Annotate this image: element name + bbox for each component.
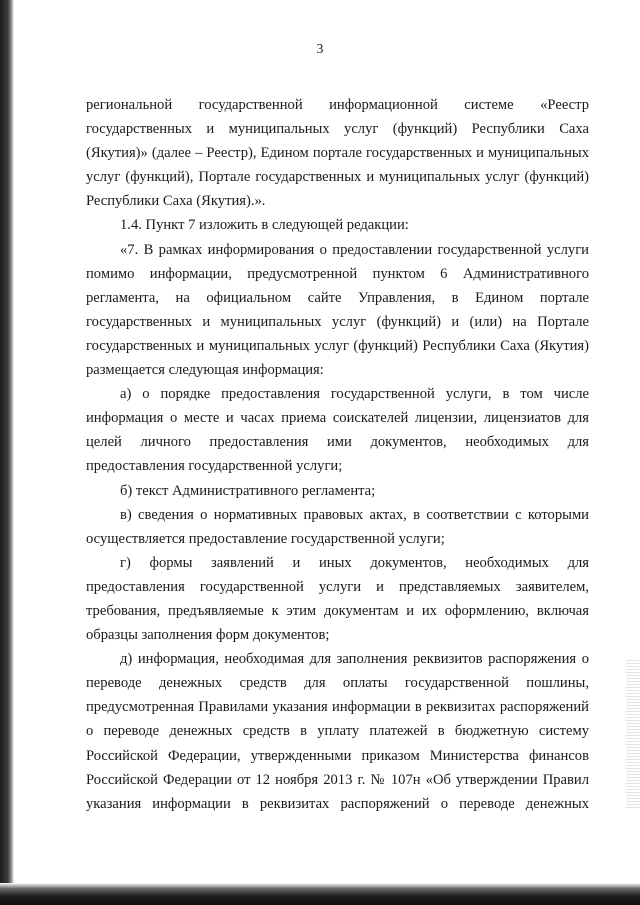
text-line: помимо информации, предусмотренной пунктом 6 Административного [86, 265, 589, 282]
text-line: (Якутия)» (далее – Реестр), Едином портале государственных и муниципальных [86, 145, 589, 162]
document-body [86, 93, 589, 816]
text-line: Российской Федерации, утвержденными приказом Министерства финансов [86, 747, 589, 764]
text-line: д) информация, необходимая для заполнения реквизитов распоряжения о [120, 651, 589, 668]
text-line: государственных и муниципальных услуг (функций) Республики Саха (Якутия) [86, 337, 589, 354]
text-line: государственных и муниципальных услуг (функций) и (или) на Портале [86, 313, 589, 330]
text-line: предусмотренная Правилами указания информации в реквизитах распоряжений [86, 699, 589, 716]
text-line: предоставления государственной услуги и представляемых заявителем, [86, 578, 589, 595]
text-line: целей личного предоставления ими документов, необходимых для [86, 434, 589, 451]
scan-noise [626, 660, 640, 810]
text-line: Республики Саха (Якутия).». [86, 193, 266, 210]
page-number: 3 [316, 41, 324, 56]
text-line: осуществляется предоставление государственной услуги; [86, 530, 445, 547]
text-line: указания информации в реквизитах распоряжений о переводе денежных [86, 795, 589, 812]
scan-left-edge [0, 0, 14, 905]
scan-bottom-edge [0, 883, 640, 905]
text-line: информация о месте и часах приема соискателей лицензии, лицензиатов для [86, 410, 589, 427]
text-line: регламента, на официальном сайте Управления, в Едином портале [86, 289, 589, 306]
text-line: «7. В рамках информирования о предоставлении государственной услуги [120, 241, 589, 258]
text-line: Российской Федерации от 12 ноября 2013 г. № 107н «Об утверждении Правил [86, 771, 589, 788]
text-line: образцы заполнения форм документов; [86, 627, 330, 644]
text-line: государственных и муниципальных услуг (функций) Республики Саха [86, 121, 589, 138]
text-line: 1.4. Пункт 7 изложить в следующей редакции: [120, 217, 409, 234]
text-line: г) формы заявлений и иных документов, необходимых для [120, 554, 589, 571]
text-line: размещается следующая информация: [86, 362, 324, 379]
text-line: требования, предъявляемые к этим документам и их оформлению, включая [86, 602, 589, 619]
text-line: предоставления государственной услуги; [86, 458, 343, 475]
text-line: переводе денежных средств для оплаты государственной пошлины, [86, 675, 589, 692]
text-line: в) сведения о нормативных правовых актах, в соответствии с которыми [120, 506, 589, 523]
text-line: а) о порядке предоставления государственной услуги, в том числе [120, 386, 589, 403]
text-line: региональной государственной информационной системе «Реестр [86, 97, 589, 113]
text-line: услуг (функций), Портале государственных и муниципальных услуг (функций) [86, 169, 589, 186]
text-line: б) текст Административного регламента; [120, 482, 376, 499]
text-line: о переводе денежных средств в уплату платежей в бюджетную систему [86, 723, 589, 740]
